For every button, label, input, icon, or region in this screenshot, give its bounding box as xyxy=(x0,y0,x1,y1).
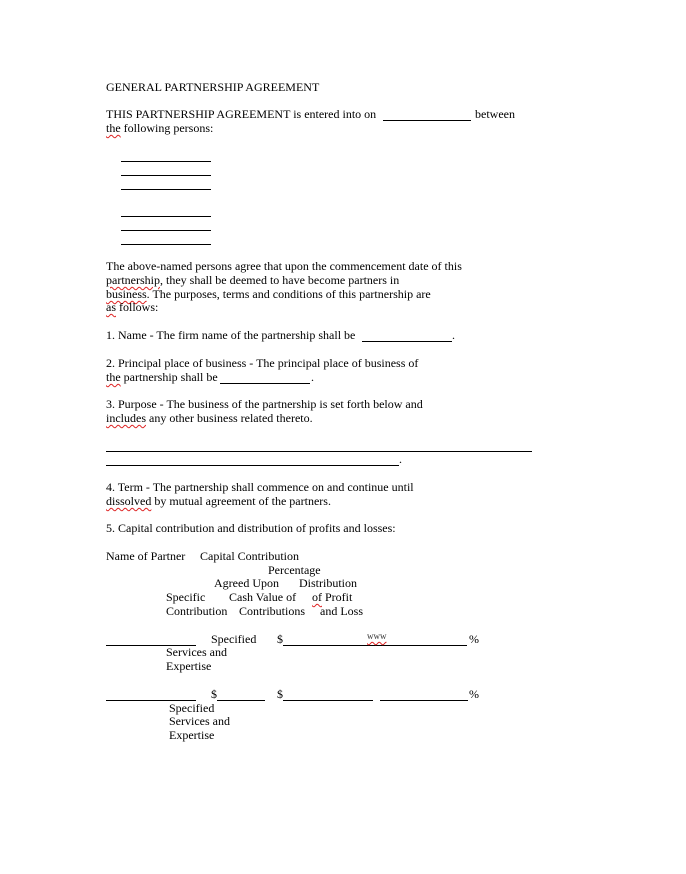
item-place-rest: partnership shall be xyxy=(120,370,218,384)
item-purpose-line2 xyxy=(106,411,313,425)
row1-mark-text: www xyxy=(367,631,387,641)
item-term-line2 xyxy=(106,494,331,508)
firm-name-blank[interactable] xyxy=(362,341,452,342)
para1-line4 xyxy=(106,300,158,314)
row2-percent: % xyxy=(469,687,479,701)
date-blank[interactable] xyxy=(383,120,471,121)
row2-percent-blank[interactable] xyxy=(380,700,468,701)
para1-line4-rest: follows: xyxy=(116,300,159,314)
item-place-line2 xyxy=(106,370,218,384)
intro-line1 xyxy=(106,107,376,121)
intro-the: the xyxy=(106,121,121,135)
col-and-loss: and Loss xyxy=(320,604,363,618)
row1-specified: Specified xyxy=(211,632,257,646)
row1-percent: % xyxy=(469,632,479,646)
col-specific: Specific xyxy=(166,590,206,604)
para1-line3 xyxy=(106,287,431,301)
partner-blank[interactable] xyxy=(121,175,211,176)
para1-as: as xyxy=(106,300,116,314)
place-blank[interactable] xyxy=(220,383,310,384)
item-capital: 5. Capital contribution and distribution of profits and losses: xyxy=(106,521,396,535)
row2-services-and: Services and xyxy=(169,714,230,728)
purpose-blank[interactable] xyxy=(106,451,532,452)
item-purpose-rest: any other business related thereto. xyxy=(146,411,313,425)
intro-rest: following persons: xyxy=(120,121,214,135)
row1-mark xyxy=(367,629,387,643)
item-name-end: . xyxy=(452,328,455,342)
col-contribution: Contribution xyxy=(166,604,228,618)
col-percentage: Percentage xyxy=(268,563,321,577)
intro-text: THIS PARTNERSHIP AGREEMENT is entered into on xyxy=(106,107,377,121)
row1-services-and: Services and xyxy=(166,645,227,659)
item-term-line1: 4. Term - The partnership shall commence on and continue until xyxy=(106,480,414,494)
row1-dollar: $ xyxy=(277,632,283,646)
item-term-rest: by mutual agreement of the partners. xyxy=(151,494,331,508)
item-place-line1: 2. Principal place of business - The principal place of business of xyxy=(106,356,419,370)
row2-specified: Specified xyxy=(169,701,215,715)
item-purpose-end: . xyxy=(399,452,402,466)
item-purpose-includes: includes xyxy=(106,411,146,425)
col-name-of-partner: Name of Partner xyxy=(106,549,186,563)
partner-blank[interactable] xyxy=(121,216,211,217)
row2-dollar2: $ xyxy=(277,687,283,701)
col-profit: Profit xyxy=(322,590,353,604)
row1-expertise: Expertise xyxy=(166,659,212,673)
row2-expertise: Expertise xyxy=(169,728,215,742)
col-capital-contribution: Capital Contribution xyxy=(200,549,299,563)
partner-blank[interactable] xyxy=(121,230,211,231)
para1-line2 xyxy=(106,273,399,287)
col-agreed-upon: Agreed Upon xyxy=(214,576,279,590)
col-cash-value-of: Cash Value of xyxy=(229,590,297,604)
col-distribution: Distribution xyxy=(299,576,358,590)
intro-between: between xyxy=(475,107,515,121)
partner-blank[interactable] xyxy=(121,189,211,190)
item-place-the: the xyxy=(106,370,121,384)
col-of: of xyxy=(312,590,322,604)
col-contributions: Contributions xyxy=(239,604,306,618)
item-term-dissolved: dissolved xyxy=(106,494,152,508)
partner-blank[interactable] xyxy=(121,161,211,162)
row2-dollar1: $ xyxy=(211,687,217,701)
para1-line2-rest: , they shall be deemed to have become partners in xyxy=(159,273,400,287)
col-of-profit xyxy=(312,590,352,604)
row1-amount-blank[interactable] xyxy=(283,645,467,646)
row2-agreed-blank[interactable] xyxy=(217,700,265,701)
intro-line2 xyxy=(106,121,213,135)
purpose-blank[interactable] xyxy=(106,465,399,466)
item-purpose-line1: 3. Purpose - The business of the partnership is set forth below and xyxy=(106,397,423,411)
para1-line3-rest: . The purposes, terms and conditions of this partnership are xyxy=(146,287,431,301)
para1-partnership: partnership xyxy=(106,273,160,287)
para1-business: business xyxy=(106,287,147,301)
row2-cash-blank[interactable] xyxy=(283,700,373,701)
para1-line1: The above-named persons agree that upon the commencement date of this xyxy=(106,259,462,273)
item-name: 1. Name - The firm name of the partnership shall be xyxy=(106,328,356,342)
page-title: GENERAL PARTNERSHIP AGREEMENT xyxy=(106,80,320,94)
item-place-end: . xyxy=(311,370,314,384)
partner-blank[interactable] xyxy=(121,244,211,245)
